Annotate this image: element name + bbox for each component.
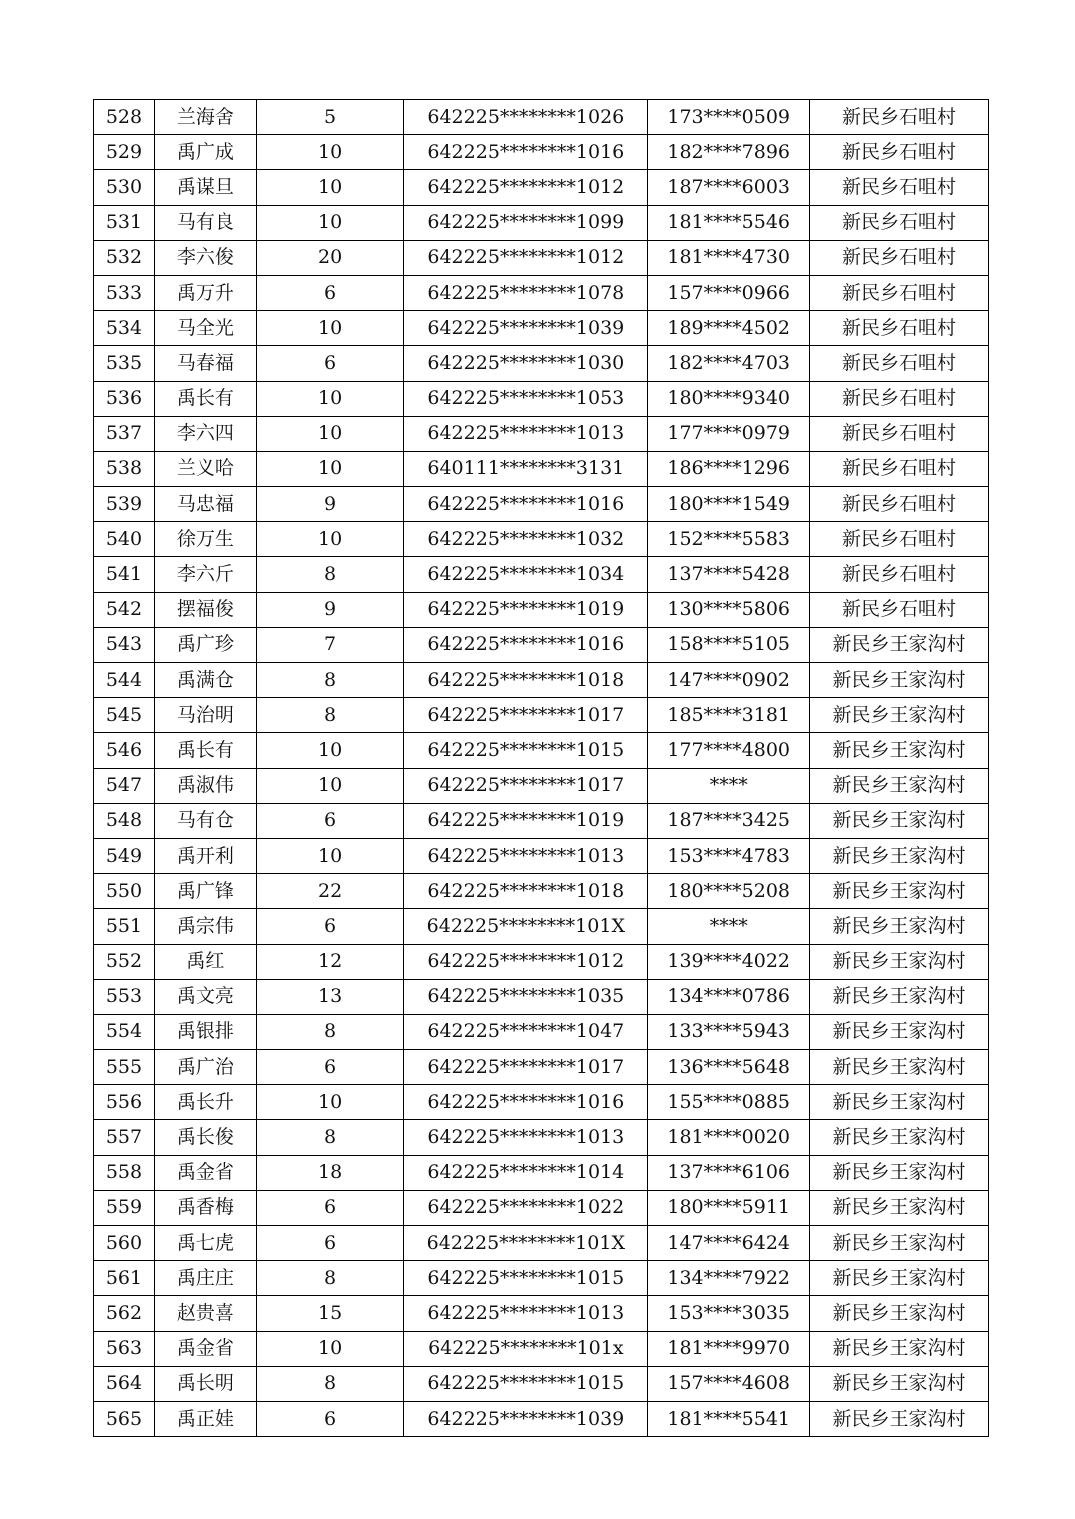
- id-number-cell: 642225********1012: [404, 240, 648, 275]
- phone-number-cell: 137****5428: [648, 557, 810, 592]
- phone-number-cell: 155****0885: [648, 1085, 810, 1120]
- phone-number-cell: 189****4502: [648, 311, 810, 346]
- village-cell: 新民乡石咀村: [810, 346, 989, 381]
- village-cell: 新民乡石咀村: [810, 451, 989, 486]
- row-number-cell: 543: [94, 627, 155, 662]
- id-number-cell: 642225********1032: [404, 522, 648, 557]
- phone-number-cell: 153****4783: [648, 838, 810, 873]
- person-name-cell: 禹七虎: [154, 1226, 256, 1261]
- id-number-cell: 642225********1013: [404, 416, 648, 451]
- table-row: [94, 1014, 989, 1049]
- quantity-cell: 6: [256, 1226, 404, 1261]
- row-number-cell: 536: [94, 381, 155, 416]
- row-number-cell: 564: [94, 1366, 155, 1401]
- table-row: [94, 1050, 989, 1085]
- table-row: [94, 1366, 989, 1401]
- person-name-cell: 禹谋旦: [154, 170, 256, 205]
- table-row: [94, 874, 989, 909]
- quantity-cell: 8: [256, 663, 404, 698]
- id-number-cell: 642225********1019: [404, 803, 648, 838]
- row-number-cell: 563: [94, 1331, 155, 1366]
- row-number-cell: 558: [94, 1155, 155, 1190]
- village-cell: 新民乡王家沟村: [810, 1155, 989, 1190]
- phone-number-cell: 180****9340: [648, 381, 810, 416]
- village-cell: 新民乡王家沟村: [810, 698, 989, 733]
- table-row: [94, 944, 989, 979]
- table-row: [94, 416, 989, 451]
- village-cell: 新民乡石咀村: [810, 311, 989, 346]
- id-number-cell: 642225********1039: [404, 311, 648, 346]
- village-cell: 新民乡石咀村: [810, 522, 989, 557]
- person-name-cell: 禹香梅: [154, 1190, 256, 1225]
- phone-number-cell: 134****0786: [648, 979, 810, 1014]
- person-name-cell: 禹广珍: [154, 627, 256, 662]
- quantity-cell: 8: [256, 1120, 404, 1155]
- person-name-cell: 李六四: [154, 416, 256, 451]
- phone-number-cell: 180****1549: [648, 487, 810, 522]
- table-row: [94, 1190, 989, 1225]
- row-number-cell: 559: [94, 1190, 155, 1225]
- table-row: [94, 451, 989, 486]
- table-row: [94, 627, 989, 662]
- phone-number-cell: 136****5648: [648, 1050, 810, 1085]
- person-name-cell: 禹长有: [154, 381, 256, 416]
- phone-number-cell: 182****7896: [648, 135, 810, 170]
- quantity-cell: 15: [256, 1296, 404, 1331]
- id-number-cell: 642225********1078: [404, 275, 648, 310]
- village-cell: 新民乡王家沟村: [810, 1261, 989, 1296]
- phone-number-cell: 157****0966: [648, 275, 810, 310]
- table-row: [94, 1401, 989, 1436]
- id-number-cell: 642225********1015: [404, 733, 648, 768]
- quantity-cell: 10: [256, 838, 404, 873]
- table-row: [94, 100, 989, 135]
- village-cell: 新民乡王家沟村: [810, 803, 989, 838]
- quantity-cell: 22: [256, 874, 404, 909]
- row-number-cell: 555: [94, 1050, 155, 1085]
- phone-number-cell: 181****0020: [648, 1120, 810, 1155]
- row-number-cell: 548: [94, 803, 155, 838]
- table-row: [94, 205, 989, 240]
- table-row: [94, 240, 989, 275]
- phone-number-cell: 180****5911: [648, 1190, 810, 1225]
- village-cell: 新民乡王家沟村: [810, 663, 989, 698]
- id-number-cell: 642225********1016: [404, 487, 648, 522]
- id-number-cell: 642225********1034: [404, 557, 648, 592]
- id-number-cell: 642225********1022: [404, 1190, 648, 1225]
- village-cell: 新民乡王家沟村: [810, 1331, 989, 1366]
- quantity-cell: 10: [256, 205, 404, 240]
- quantity-cell: 10: [256, 311, 404, 346]
- row-number-cell: 562: [94, 1296, 155, 1331]
- person-name-cell: 禹广锋: [154, 874, 256, 909]
- quantity-cell: 6: [256, 1190, 404, 1225]
- table-row: [94, 1085, 989, 1120]
- village-cell: 新民乡石咀村: [810, 381, 989, 416]
- quantity-cell: 12: [256, 944, 404, 979]
- row-number-cell: 545: [94, 698, 155, 733]
- quantity-cell: 6: [256, 803, 404, 838]
- table-row: [94, 275, 989, 310]
- village-cell: 新民乡王家沟村: [810, 838, 989, 873]
- person-name-cell: 徐万生: [154, 522, 256, 557]
- quantity-cell: 8: [256, 1014, 404, 1049]
- quantity-cell: 10: [256, 1331, 404, 1366]
- village-cell: 新民乡王家沟村: [810, 1366, 989, 1401]
- person-name-cell: 李六斤: [154, 557, 256, 592]
- phone-number-cell: 177****4800: [648, 733, 810, 768]
- table-row: [94, 909, 989, 944]
- quantity-cell: 10: [256, 170, 404, 205]
- person-name-cell: 马有良: [154, 205, 256, 240]
- person-name-cell: 摆福俊: [154, 592, 256, 627]
- village-cell: 新民乡石咀村: [810, 487, 989, 522]
- village-cell: 新民乡王家沟村: [810, 979, 989, 1014]
- phone-number-cell: 139****4022: [648, 944, 810, 979]
- person-name-cell: 禹满仓: [154, 663, 256, 698]
- village-cell: 新民乡王家沟村: [810, 1120, 989, 1155]
- table-row: [94, 1296, 989, 1331]
- table-row: [94, 1120, 989, 1155]
- table-row: [94, 1155, 989, 1190]
- table-row: [94, 803, 989, 838]
- phone-number-cell: 130****5806: [648, 592, 810, 627]
- phone-number-cell: 137****6106: [648, 1155, 810, 1190]
- row-number-cell: 552: [94, 944, 155, 979]
- id-number-cell: 642225********1015: [404, 1366, 648, 1401]
- phone-number-cell: 133****5943: [648, 1014, 810, 1049]
- quantity-cell: 10: [256, 451, 404, 486]
- id-number-cell: 642225********1099: [404, 205, 648, 240]
- row-number-cell: 533: [94, 275, 155, 310]
- phone-number-cell: 147****0902: [648, 663, 810, 698]
- person-name-cell: 禹长有: [154, 733, 256, 768]
- id-number-cell: 642225********101X: [404, 1226, 648, 1261]
- row-number-cell: 540: [94, 522, 155, 557]
- person-name-cell: 马忠福: [154, 487, 256, 522]
- row-number-cell: 535: [94, 346, 155, 381]
- person-name-cell: 禹宗伟: [154, 909, 256, 944]
- phone-number-cell: 185****3181: [648, 698, 810, 733]
- person-name-cell: 禹开利: [154, 838, 256, 873]
- id-number-cell: 642225********1016: [404, 627, 648, 662]
- row-number-cell: 560: [94, 1226, 155, 1261]
- id-number-cell: 642225********1035: [404, 979, 648, 1014]
- id-number-cell: 642225********1026: [404, 100, 648, 135]
- person-name-cell: 禹长明: [154, 1366, 256, 1401]
- id-number-cell: 642225********1012: [404, 170, 648, 205]
- village-cell: 新民乡石咀村: [810, 135, 989, 170]
- person-name-cell: 禹银排: [154, 1014, 256, 1049]
- id-number-cell: 642225********1030: [404, 346, 648, 381]
- phone-number-cell: 182****4703: [648, 346, 810, 381]
- quantity-cell: 8: [256, 1261, 404, 1296]
- table-row: [94, 381, 989, 416]
- row-number-cell: 549: [94, 838, 155, 873]
- row-number-cell: 542: [94, 592, 155, 627]
- quantity-cell: 10: [256, 1085, 404, 1120]
- row-number-cell: 539: [94, 487, 155, 522]
- table-row: [94, 663, 989, 698]
- village-cell: 新民乡王家沟村: [810, 768, 989, 803]
- phone-number-cell: 177****0979: [648, 416, 810, 451]
- id-number-cell: 642225********1013: [404, 838, 648, 873]
- phone-number-cell: ****: [648, 768, 810, 803]
- id-number-cell: 642225********1016: [404, 1085, 648, 1120]
- id-number-cell: 642225********1014: [404, 1155, 648, 1190]
- id-number-cell: 640111********3131: [404, 451, 648, 486]
- person-name-cell: 禹正娃: [154, 1401, 256, 1436]
- id-number-cell: 642225********1017: [404, 768, 648, 803]
- row-number-cell: 534: [94, 311, 155, 346]
- id-number-cell: 642225********1047: [404, 1014, 648, 1049]
- quantity-cell: 6: [256, 1401, 404, 1436]
- person-name-cell: 禹万升: [154, 275, 256, 310]
- table-row: [94, 522, 989, 557]
- quantity-cell: 10: [256, 522, 404, 557]
- phone-number-cell: 181****4730: [648, 240, 810, 275]
- person-name-cell: 兰海舍: [154, 100, 256, 135]
- village-cell: 新民乡王家沟村: [810, 1085, 989, 1120]
- id-number-cell: 642225********1015: [404, 1261, 648, 1296]
- village-cell: 新民乡王家沟村: [810, 1296, 989, 1331]
- row-number-cell: 553: [94, 979, 155, 1014]
- person-name-cell: 禹淑伟: [154, 768, 256, 803]
- quantity-cell: 10: [256, 768, 404, 803]
- row-number-cell: 547: [94, 768, 155, 803]
- quantity-cell: 6: [256, 909, 404, 944]
- village-cell: 新民乡王家沟村: [810, 1401, 989, 1436]
- row-number-cell: 561: [94, 1261, 155, 1296]
- person-name-cell: 赵贵喜: [154, 1296, 256, 1331]
- id-number-cell: 642225********101x: [404, 1331, 648, 1366]
- table-row: [94, 698, 989, 733]
- row-number-cell: 554: [94, 1014, 155, 1049]
- row-number-cell: 531: [94, 205, 155, 240]
- person-name-cell: 禹文亮: [154, 979, 256, 1014]
- person-name-cell: 马有仓: [154, 803, 256, 838]
- row-number-cell: 541: [94, 557, 155, 592]
- phone-number-cell: 186****1296: [648, 451, 810, 486]
- person-name-cell: 兰义哈: [154, 451, 256, 486]
- person-name-cell: 马治明: [154, 698, 256, 733]
- table-row: [94, 346, 989, 381]
- table-row: [94, 311, 989, 346]
- row-number-cell: 538: [94, 451, 155, 486]
- row-number-cell: 528: [94, 100, 155, 135]
- id-number-cell: 642225********1018: [404, 663, 648, 698]
- person-name-cell: 禹金省: [154, 1331, 256, 1366]
- table-row: [94, 979, 989, 1014]
- id-number-cell: 642225********1016: [404, 135, 648, 170]
- quantity-cell: 8: [256, 1366, 404, 1401]
- village-cell: 新民乡石咀村: [810, 592, 989, 627]
- id-number-cell: 642225********1053: [404, 381, 648, 416]
- person-name-cell: 禹长升: [154, 1085, 256, 1120]
- id-number-cell: 642225********1017: [404, 698, 648, 733]
- row-number-cell: 557: [94, 1120, 155, 1155]
- table-row: [94, 1331, 989, 1366]
- quantity-cell: 6: [256, 1050, 404, 1085]
- phone-number-cell: 134****7922: [648, 1261, 810, 1296]
- village-cell: 新民乡王家沟村: [810, 1190, 989, 1225]
- row-number-cell: 551: [94, 909, 155, 944]
- phone-number-cell: 173****0509: [648, 100, 810, 135]
- row-number-cell: 550: [94, 874, 155, 909]
- phone-number-cell: 152****5583: [648, 522, 810, 557]
- village-cell: 新民乡王家沟村: [810, 1050, 989, 1085]
- row-number-cell: 537: [94, 416, 155, 451]
- table-row: [94, 170, 989, 205]
- village-cell: 新民乡王家沟村: [810, 733, 989, 768]
- table-row: [94, 733, 989, 768]
- quantity-cell: 10: [256, 135, 404, 170]
- table-row: [94, 838, 989, 873]
- person-name-cell: 马春福: [154, 346, 256, 381]
- phone-number-cell: 181****5541: [648, 1401, 810, 1436]
- village-cell: 新民乡王家沟村: [810, 944, 989, 979]
- id-number-cell: 642225********1013: [404, 1296, 648, 1331]
- village-cell: 新民乡石咀村: [810, 205, 989, 240]
- table-row: [94, 487, 989, 522]
- person-name-cell: 禹金省: [154, 1155, 256, 1190]
- phone-number-cell: 181****5546: [648, 205, 810, 240]
- quantity-cell: 6: [256, 275, 404, 310]
- quantity-cell: 8: [256, 557, 404, 592]
- table-row: [94, 557, 989, 592]
- quantity-cell: 10: [256, 381, 404, 416]
- table-row: [94, 1261, 989, 1296]
- village-cell: 新民乡王家沟村: [810, 909, 989, 944]
- phone-number-cell: 180****5208: [648, 874, 810, 909]
- phone-number-cell: 157****4608: [648, 1366, 810, 1401]
- roster-table: [93, 99, 989, 1437]
- quantity-cell: 5: [256, 100, 404, 135]
- quantity-cell: 18: [256, 1155, 404, 1190]
- person-name-cell: 李六俊: [154, 240, 256, 275]
- row-number-cell: 532: [94, 240, 155, 275]
- village-cell: 新民乡石咀村: [810, 100, 989, 135]
- id-number-cell: 642225********1017: [404, 1050, 648, 1085]
- quantity-cell: 13: [256, 979, 404, 1014]
- table-row: [94, 1226, 989, 1261]
- id-number-cell: 642225********1012: [404, 944, 648, 979]
- row-number-cell: 529: [94, 135, 155, 170]
- village-cell: 新民乡石咀村: [810, 275, 989, 310]
- village-cell: 新民乡王家沟村: [810, 627, 989, 662]
- village-cell: 新民乡石咀村: [810, 557, 989, 592]
- phone-number-cell: 181****9970: [648, 1331, 810, 1366]
- village-cell: 新民乡石咀村: [810, 240, 989, 275]
- village-cell: 新民乡王家沟村: [810, 874, 989, 909]
- phone-number-cell: 187****6003: [648, 170, 810, 205]
- phone-number-cell: 153****3035: [648, 1296, 810, 1331]
- village-cell: 新民乡石咀村: [810, 416, 989, 451]
- person-name-cell: 禹广成: [154, 135, 256, 170]
- row-number-cell: 556: [94, 1085, 155, 1120]
- id-number-cell: 642225********1039: [404, 1401, 648, 1436]
- roster-body: [94, 100, 989, 1437]
- row-number-cell: 530: [94, 170, 155, 205]
- phone-number-cell: 187****3425: [648, 803, 810, 838]
- person-name-cell: 禹长俊: [154, 1120, 256, 1155]
- id-number-cell: 642225********101X: [404, 909, 648, 944]
- village-cell: 新民乡王家沟村: [810, 1226, 989, 1261]
- phone-number-cell: ****: [648, 909, 810, 944]
- row-number-cell: 565: [94, 1401, 155, 1436]
- village-cell: 新民乡王家沟村: [810, 1014, 989, 1049]
- person-name-cell: 禹庄庄: [154, 1261, 256, 1296]
- phone-number-cell: 158****5105: [648, 627, 810, 662]
- row-number-cell: 546: [94, 733, 155, 768]
- quantity-cell: 8: [256, 698, 404, 733]
- id-number-cell: 642225********1013: [404, 1120, 648, 1155]
- id-number-cell: 642225********1018: [404, 874, 648, 909]
- quantity-cell: 10: [256, 733, 404, 768]
- quantity-cell: 20: [256, 240, 404, 275]
- quantity-cell: 9: [256, 487, 404, 522]
- quantity-cell: 7: [256, 627, 404, 662]
- quantity-cell: 9: [256, 592, 404, 627]
- quantity-cell: 6: [256, 346, 404, 381]
- id-number-cell: 642225********1019: [404, 592, 648, 627]
- person-name-cell: 禹红: [154, 944, 256, 979]
- phone-number-cell: 147****6424: [648, 1226, 810, 1261]
- table-row: [94, 592, 989, 627]
- table-row: [94, 768, 989, 803]
- row-number-cell: 544: [94, 663, 155, 698]
- person-name-cell: 马全光: [154, 311, 256, 346]
- quantity-cell: 10: [256, 416, 404, 451]
- village-cell: 新民乡石咀村: [810, 170, 989, 205]
- table-row: [94, 135, 989, 170]
- person-name-cell: 禹广治: [154, 1050, 256, 1085]
